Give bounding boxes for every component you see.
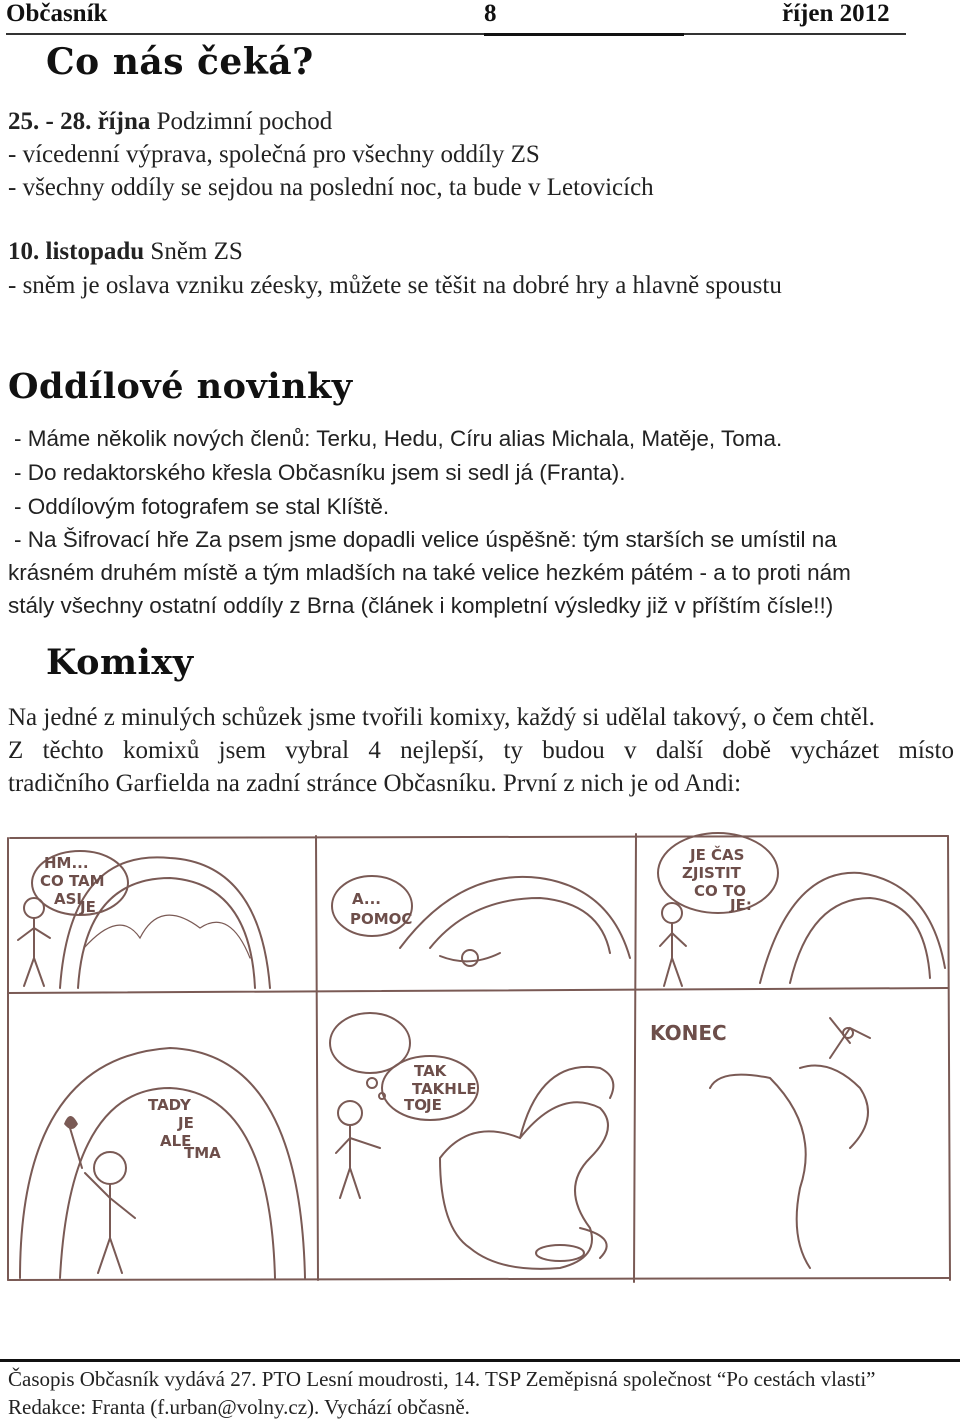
footer-editor: Redakce: Franta (f.urban@volny.cz). Vychází občasně. — [8, 1395, 470, 1419]
p2-text-1: A... — [352, 890, 381, 908]
word: vycházet — [790, 737, 880, 764]
p4-text-4: TMA — [184, 1144, 221, 1162]
p3-text-2: ZJISTIT — [682, 864, 741, 882]
news-line5: krásném druhém místě a tým mladších na také velice hezkém pátém - a to proti nám — [8, 560, 851, 585]
header-rule-mid — [484, 33, 684, 36]
word: komixů — [122, 737, 200, 764]
news-line6: stály všechny ostatní oddíly z Brna (článek i kompletní výsledky již v příštím čísle!!) — [8, 593, 834, 618]
p5-text-1: TAK — [414, 1062, 447, 1080]
p4-text-3: ALE — [160, 1132, 192, 1150]
comics-line2 — [8, 735, 954, 767]
p6-text-1: KONEC — [650, 1021, 727, 1045]
p5-text-4: JE — [426, 1096, 442, 1114]
news-line1: - Máme několik nových členů: Terku, Hedu, Círu alias Michala, Matěje, Toma. — [14, 426, 783, 451]
word: místo — [898, 737, 954, 764]
news-line3: - Oddílovým fotografem se stal Klíště. — [14, 494, 390, 519]
p5-text-2: TAKHLE — [412, 1080, 477, 1098]
event2-headline — [8, 236, 243, 268]
word: vybral — [285, 737, 350, 764]
event1-line2: - všechny oddíly se sejdou na poslední noc, ta bude v Letovicích — [8, 174, 654, 201]
p4-text-1: TADY — [148, 1096, 191, 1114]
word: Z — [8, 737, 24, 764]
p2-text-2: POMOC — [350, 910, 413, 928]
word: v — [624, 737, 637, 764]
event1-dates: 25. - 28. října — [8, 108, 151, 135]
word: jsem — [218, 737, 266, 764]
header-rule-left — [6, 33, 484, 35]
comics-line1: Na jedné z minulých schůzek jsme tvořili komixy, každý si udělal takový, o čem chtěl. — [8, 704, 875, 731]
word: těchto — [42, 737, 104, 764]
comics-heading: Komixy — [46, 642, 194, 683]
header-rule-right — [684, 33, 906, 35]
comic-speech-text — [40, 845, 752, 1162]
comic-drawing — [0, 828, 960, 1290]
word: 4 — [368, 737, 381, 764]
event2-line1: - sněm je oslava vzniku zéesky, můžete se těšit na dobré hry a hlavně spoustu — [8, 272, 782, 299]
news-line2: - Do redaktorského křesla Občasníku jsem si sedl já (Franta). — [14, 460, 626, 485]
p5-text-3: TO — [404, 1096, 427, 1114]
word: další — [655, 737, 704, 764]
p3-text-4: JE: — [730, 896, 752, 914]
events-heading: Co nás čeká? — [46, 41, 314, 83]
news-heading: Oddílové novinky — [8, 366, 353, 407]
p1-text-4: JE — [80, 898, 96, 916]
event1-name: Podzimní pochod — [156, 108, 333, 135]
p4-text-2: JE — [178, 1114, 194, 1132]
word: době — [722, 737, 771, 764]
p1-text-2: CO TAM — [40, 872, 105, 890]
event1-headline — [8, 106, 332, 138]
p1-text-3: ASI — [54, 890, 82, 908]
p1-text-1: HM... — [44, 854, 89, 872]
word: nejlepší, — [400, 737, 485, 764]
p3-text-1: JE ČAS — [690, 846, 745, 864]
comics-line3: tradičního Garfielda na zadní stránce Občasníku. První z nich je od Andi: — [8, 770, 742, 797]
comic-strip — [0, 828, 960, 1290]
page-number: 8 — [484, 0, 497, 27]
event2-dates: 10. listopadu — [8, 238, 145, 265]
footer-rule — [0, 1359, 960, 1362]
word: ty — [503, 737, 523, 764]
news-line4: - Na Šifrovací hře Za psem jsme dopadli velice úspěšně: tým starších se umístil na — [14, 527, 837, 552]
footer-publisher: Časopis Občasník vydává 27. PTO Lesní moudrosti, 14. TSP Zeměpisná společnost “Po cestách vlasti” — [8, 1367, 876, 1391]
event1-line1: - vícedenní výprava, společná pro všechny oddíly ZS — [8, 141, 540, 168]
newsletter-name: Občasník — [6, 0, 108, 27]
word: budou — [542, 737, 605, 764]
p3-text-3: CO TO — [694, 882, 746, 900]
issue-date: říjen 2012 — [782, 0, 890, 27]
event2-name: Sněm ZS — [150, 238, 243, 265]
